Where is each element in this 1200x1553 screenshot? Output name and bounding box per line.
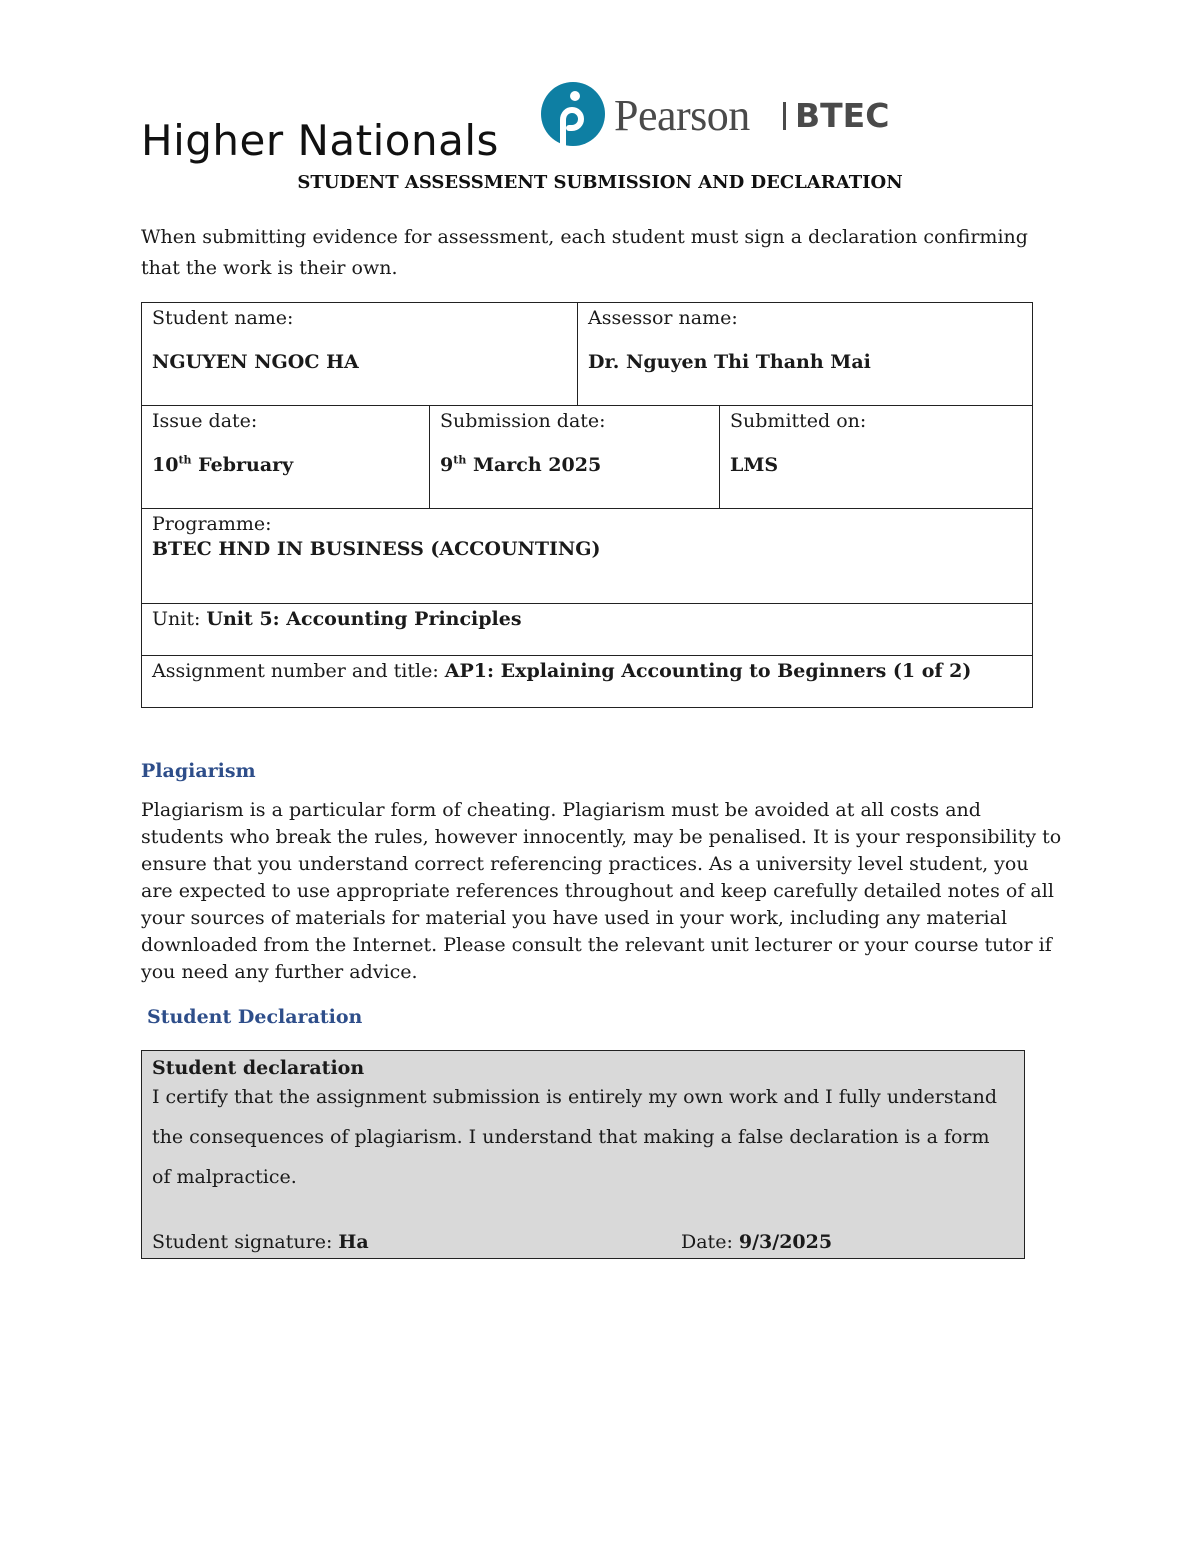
declaration-heading: Student Declaration [147,1006,363,1028]
student-name-value: NGUYEN NGOC HA [152,351,359,373]
unit-value: Unit 5: Accounting Principles [206,608,522,630]
issue-date-cell [142,406,430,509]
submission-date-value: 9th March 2025 [440,453,602,476]
issue-date-label: Issue date: [152,410,258,432]
btec-wordmark: BTEC [795,96,890,135]
programme-label: Programme: [152,513,272,535]
signature-label: Student signature: [152,1231,333,1253]
declaration-box-title: Student declaration [152,1057,365,1079]
unit-label: Unit: [152,608,201,630]
declaration-box [141,1050,1025,1259]
plagiarism-heading: Plagiarism [141,760,256,782]
date-label: Date: [681,1231,733,1253]
assignment-cell [142,656,1033,708]
pearson-wordmark: Pearson [614,91,750,140]
submission-date-cell [430,406,720,509]
plagiarism-body: Plagiarism is a particular form of cheating. Plagiarism must be avoided at all costs and students who break the rules, however innocently, may be penalised. It is your responsibility to ensure that you understand correct referencing practices. As a university level student, you are expected to use appropriate references throughout and keep carefully detailed notes of all your sources of materials for material you have used in your work, including any material downloaded from the Internet. Please consult the relevant unit lecturer or your course tutor if you need any further advice. [141,799,1062,983]
programme-cell [142,509,1033,604]
student-name-cell [142,303,578,406]
submission-info-table [141,302,1033,708]
assessor-name-value: Dr. Nguyen Thi Thanh Mai [588,351,871,373]
assignment-value: AP1: Explaining Accounting to Beginners (1 of 2) [444,660,972,682]
date-value: 9/3/2025 [738,1231,833,1253]
assignment-label: Assignment number and title: [152,660,439,682]
assessor-name-cell [578,303,1033,406]
document-heading: STUDENT ASSESSMENT SUBMISSION AND DECLARATION [297,172,903,193]
student-signature [152,1231,369,1253]
intro-text: When submitting evidence for assessment, each student must sign a declaration confirming that the work is their own. [141,226,1028,279]
issue-date-value: 10th February [152,453,294,476]
assessor-name-label: Assessor name: [588,307,738,329]
pearson-logo-icon [541,80,605,152]
submitted-on-cell [720,406,1033,509]
submission-date-label: Submission date: [440,410,606,432]
submitted-on-value: LMS [730,454,779,476]
brand-title: Higher Nationals [141,116,499,165]
declaration-date [681,1231,832,1253]
logo-divider [783,102,786,130]
signature-value: Ha [338,1231,369,1253]
student-name-label: Student name: [152,307,294,329]
unit-cell [142,604,1033,656]
programme-value: BTEC HND IN BUSINESS (ACCOUNTING) [152,538,601,560]
declaration-statement: I certify that the assignment submission is entirely my own work and I fully understand the consequences of plagiarism. I understand that making a false declaration is a form of malpractice. [152,1086,997,1188]
submitted-on-label: Submitted on: [730,410,867,432]
